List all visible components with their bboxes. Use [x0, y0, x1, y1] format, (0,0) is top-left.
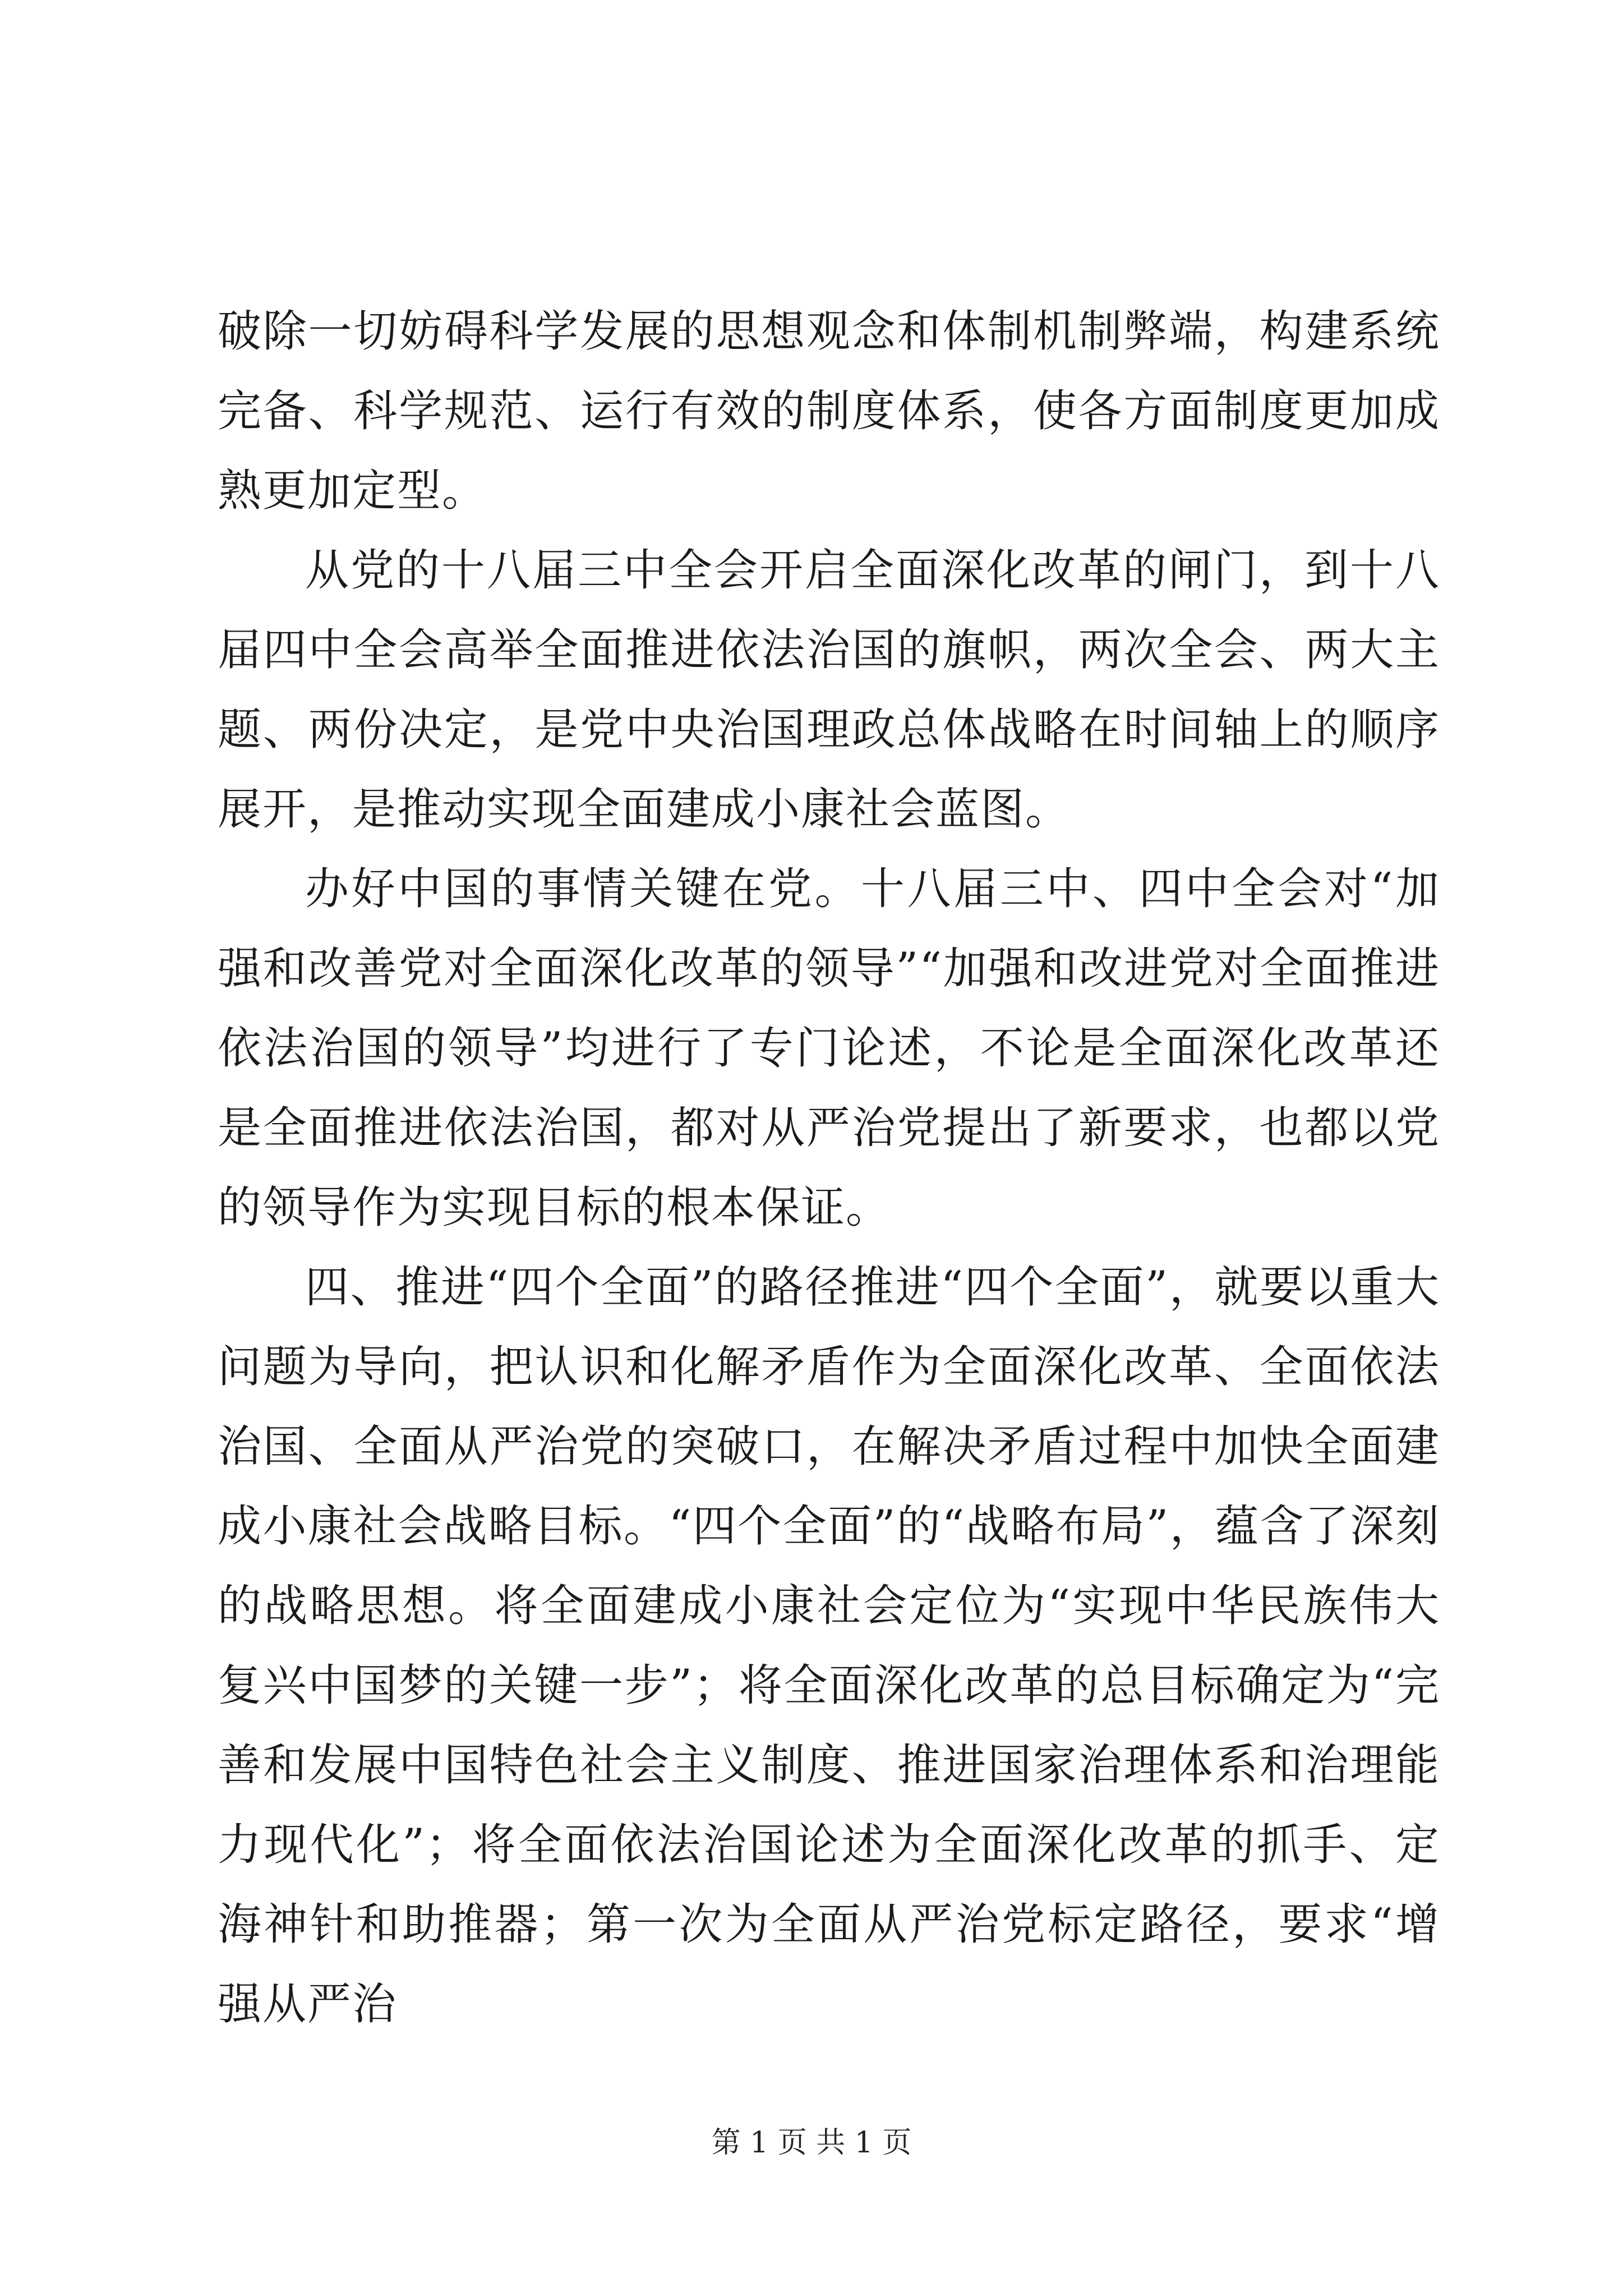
document-body — [218, 292, 1440, 2044]
paragraph-1: 破除一切妨碍科学发展的思想观念和体制机制弊端，构建系统完备、科学规范、运行有效的制度体系，使各方面制度更加成熟更加定型。 — [218, 306, 1440, 516]
paragraph-2: 从党的十八届三中全会开启全面深化改革的闸门，到十八届四中全会高举全面推进依法治国的旗帜，两次全会、两大主题、两份决定，是党中央治国理政总体战略在时间轴上的顺序展开，是推动实现全面建成小康社会蓝图。 — [218, 545, 1440, 835]
page-footer: 第 1 页 共 1 页 — [711, 2126, 912, 2160]
paragraph-3: 办好中国的事情关键在党。十八届三中、四中全会对“加强和改善党对全面深化改革的领导”“加强和改进党对全面推进依法治国的领导”均进行了专门论述，不论是全面深化改革还是全面推进依法治国，都对从严治党提出了新要求，也都以党的领导作为实现目标的根本保证。 — [218, 864, 1440, 1233]
paragraph-4: 四、推进“四个全面”的路径推进“四个全面”，就要以重大问题为导向，把认识和化解矛盾作为全面深化改革、全面依法治国、全面从严治党的突破口，在解决矛盾过程中加快全面建成小康社会战略目标。“四个全面”的“战略布局”，蕴含了深刻的战略思想。将全面建成小康社会定位为“实现中华民族伟大复兴中国梦的关键一步”；将全面深化改革的总目标确定为“完善和发展中国特色社会主义制度、推进国家治理体系和治理能力现代化”；将全面依法治国论述为全面深化改革的抓手、定海神针和助推器；第一次为全面从严治党标定路径，要求“增强从严治 — [218, 1262, 1440, 2030]
